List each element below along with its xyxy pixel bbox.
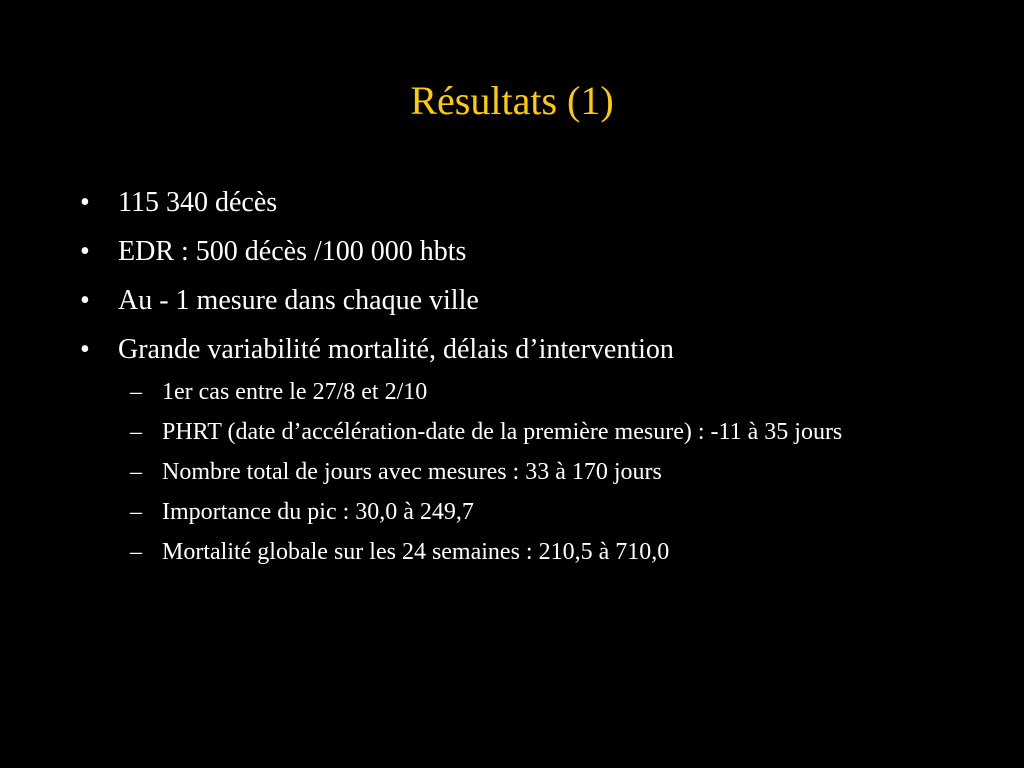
bullet-marker: • xyxy=(80,285,90,316)
bullet-item xyxy=(76,333,956,367)
bullet-item xyxy=(76,186,956,220)
sub-bullet-text: 1er cas entre le 27/8 et 2/10 xyxy=(162,379,428,405)
bullet-marker: • xyxy=(80,236,90,267)
sub-bullet-marker: – xyxy=(130,379,142,405)
sub-bullet-text: Mortalité globale sur les 24 semaines : 210,5 à 710,0 xyxy=(162,539,670,565)
bullet-list xyxy=(76,186,956,382)
sub-bullet-marker: – xyxy=(130,419,142,445)
sub-bullet-text: Nombre total de jours avec mesures : 33 à 170 jours xyxy=(162,459,662,485)
sub-bullet-item xyxy=(118,415,956,449)
sub-bullet-marker: – xyxy=(130,499,142,525)
bullet-marker: • xyxy=(80,334,90,365)
bullet-text: Au - 1 mesure dans chaque ville xyxy=(118,285,479,316)
bullet-item xyxy=(76,235,956,269)
sub-bullet-marker: – xyxy=(130,459,142,485)
bullet-text: EDR : 500 décès /100 000 hbts xyxy=(118,236,467,267)
sub-bullet-list xyxy=(76,375,956,575)
bullet-text: 115 340 décès xyxy=(118,187,278,218)
sub-bullet-item xyxy=(118,455,956,489)
bullet-text: Grande variabilité mortalité, délais d’intervention xyxy=(118,334,674,365)
sub-bullet-item xyxy=(118,375,956,409)
sub-bullet-text: Importance du pic : 30,0 à 249,7 xyxy=(162,499,474,525)
sub-bullet-marker: – xyxy=(130,539,142,565)
bullet-marker: • xyxy=(80,187,90,218)
slide-title: Résultats (1) xyxy=(410,78,614,123)
sub-bullet-item xyxy=(118,535,956,569)
sub-bullet-text: PHRT (date d’accélération-date de la première mesure) : -11 à 35 jours xyxy=(162,419,843,445)
bullet-item xyxy=(76,284,956,318)
sub-bullet-item xyxy=(118,495,956,529)
